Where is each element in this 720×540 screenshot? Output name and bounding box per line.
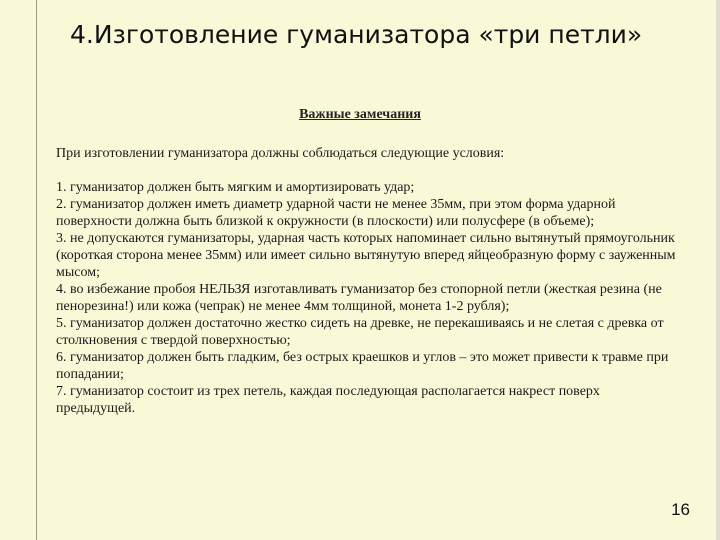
right-edge-line (716, 0, 720, 540)
condition-item-5: 5. гуманизатор должен достаточно жестко сидеть на древке, не перекашиваясь и не слетая с древка от столкновения с твердой поверхностью; (56, 316, 664, 348)
intro-text: При изготовлении гуманизатора должны соблюдаться следующие условия: (56, 146, 505, 161)
section-subheading: Важные замечания (299, 107, 421, 122)
condition-item-2: 2. гуманизатор должен иметь диаметр ударной части не менее 35мм, при этом форма ударной поверхности должна быть близкой к окружности (в плоскости) или полусфере (в объеме); (56, 197, 616, 229)
condition-item-6: 6. гуманизатор должен быть гладким, без острых краешков и углов – это может привести к травме при попадании; (56, 350, 669, 382)
condition-item-1: 1. гуманизатор должен быть мягким и амортизировать удар; (56, 180, 415, 195)
slide-title: 4.Изготовление гуманизатора «три петли» (70, 20, 643, 49)
page-number: 16 (671, 500, 690, 519)
condition-item-4: 4. во избежание пробоя НЕЛЬЗЯ изготавливать гуманизатор без стопорной петли (жесткая резина (не пенорезина!) или кожа (чепрак) не менее 4мм толщиной, монета 1-2 рубля); (56, 282, 662, 314)
left-divider-line (36, 0, 37, 540)
slide-body (56, 145, 681, 417)
condition-item-3: 3. не допускаются гуманизаторы, ударная часть которых напоминает сильно вытянутый прямоугольник (короткая сторона менее 35мм) или имеет сильно вытянутую вперед яйцеобразную форму с зауженным мысом; (56, 231, 676, 280)
condition-item-7: 7. гуманизатор состоит из трех петель, каждая последующая располагается накрест поверх предыдущей. (56, 384, 600, 416)
